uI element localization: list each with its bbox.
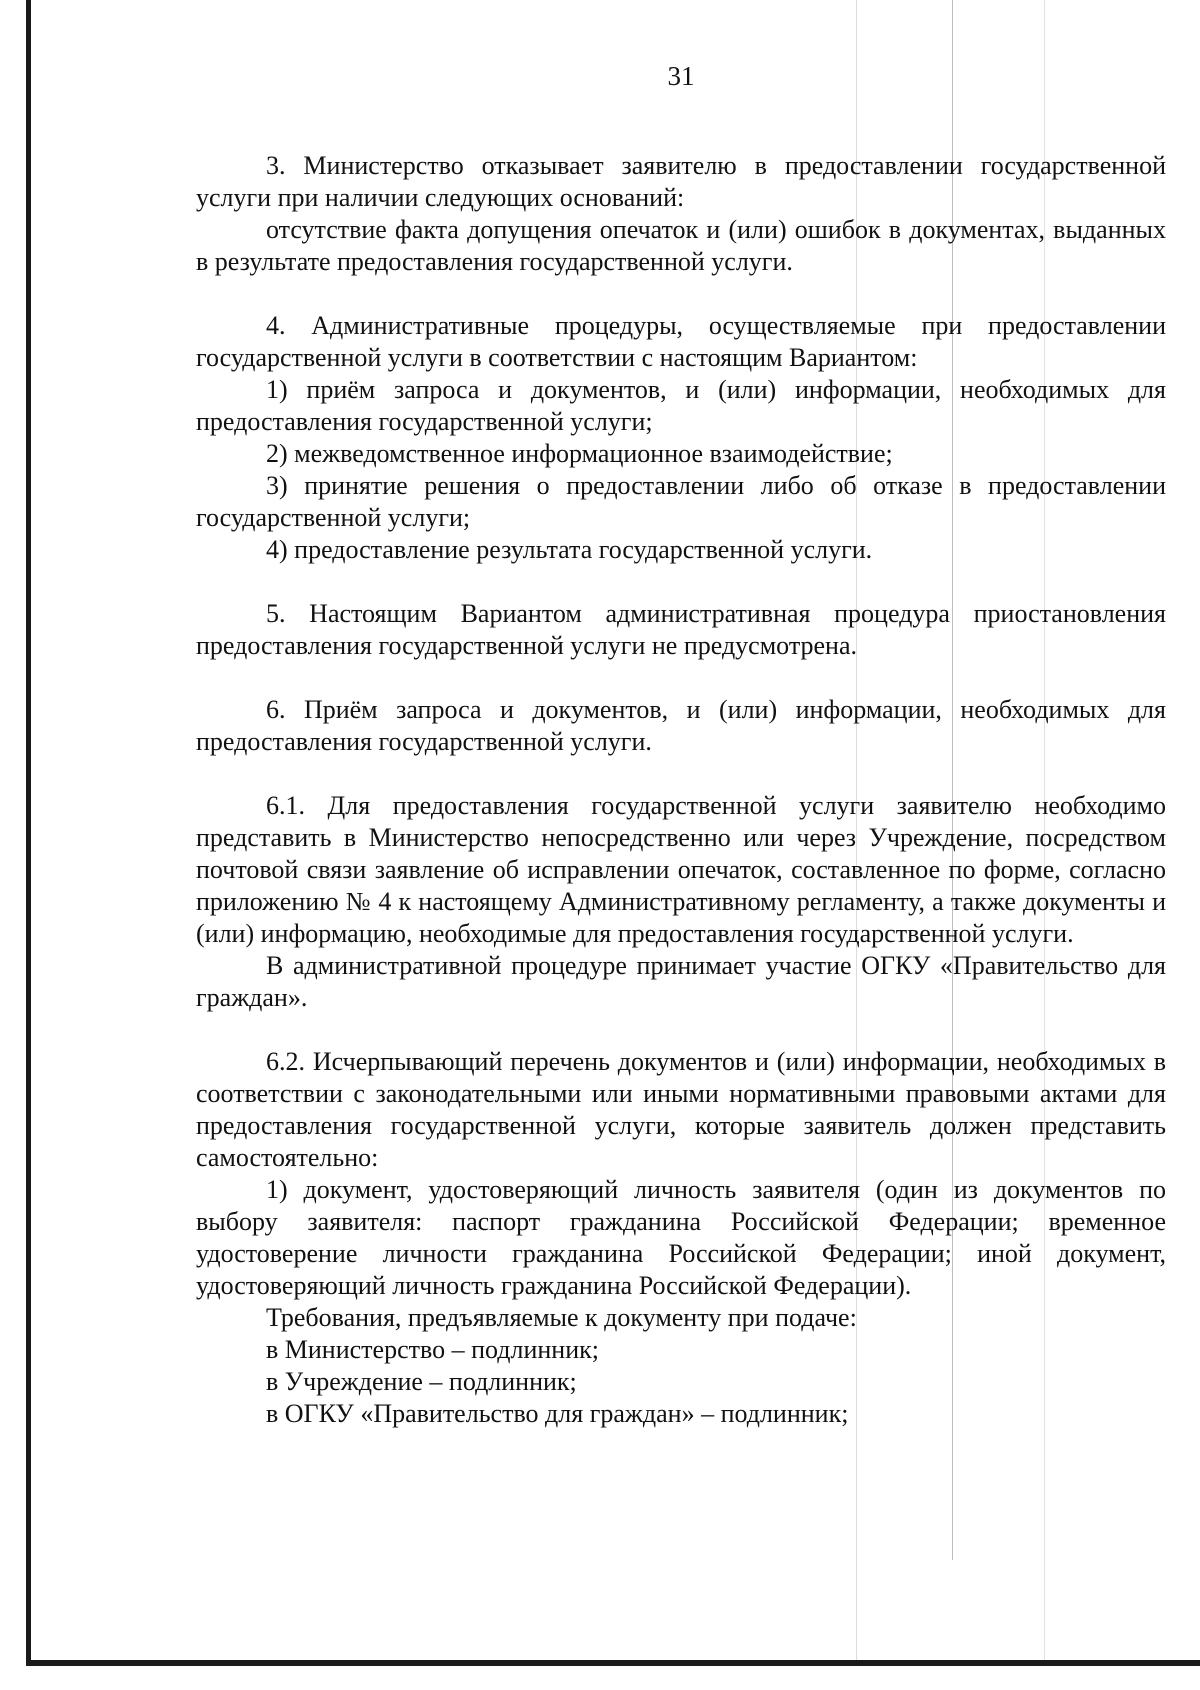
- scan-border-left: [26, 0, 31, 1666]
- list-item: 1) приём запроса и документов, и (или) информации, необходимых для предоставления государственной услуги;: [196, 375, 1166, 436]
- section-6: [196, 694, 1166, 758]
- paragraph: 6. Приём запроса и документов, и (или) информации, необходимых для предоставления государственной услуги.: [196, 695, 1166, 756]
- list-item: 4) предоставление результата государственной услуги.: [266, 535, 873, 564]
- paragraph: 4. Административные процедуры, осуществляемые при предоставлении государственной услуги в соответствии с настоящим Вариантом:: [196, 311, 1166, 372]
- list-item: 1) документ, удостоверяющий личность заявителя (один из документов по выбору заявителя: паспорт гражданина Российской Федерации; временное удостоверение личности гражданина Российской Федерации; иной документ, удостоверяющий личность гражданина Российской Федерации).: [196, 1175, 1166, 1300]
- list-item: 2) межведомственное информационное взаимодействие;: [266, 439, 893, 468]
- list-item: в Учреждение – подлинник;: [266, 1367, 577, 1396]
- list-item: в ОГКУ «Правительство для граждан» – подлинник;: [266, 1399, 849, 1428]
- document-page: [196, 60, 1166, 1430]
- scan-border-bottom: [26, 1660, 1200, 1666]
- paragraph: 6.2. Исчерпывающий перечень документов и (или) информации, необходимых в соответствии с законодательными или иными нормативными правовыми актами для предоставления государственной услуги, которые заявитель должен представить самостоятельно:: [196, 1047, 1166, 1172]
- list-item: в Министерство – подлинник;: [266, 1335, 599, 1364]
- section-6-1: [196, 790, 1166, 1014]
- section-5: [196, 598, 1166, 662]
- section-4: [196, 310, 1166, 566]
- paragraph: В административной процедуре принимает участие ОГКУ «Правительство для граждан».: [196, 951, 1166, 1012]
- paragraph: 5. Настоящим Вариантом административная процедура приостановления предоставления государственной услуги не предусмотрена.: [196, 599, 1166, 660]
- paragraph: 3. Министерство отказывает заявителю в предоставлении государственной услуги при наличии следующих оснований:: [196, 151, 1166, 212]
- paragraph: отсутствие факта допущения опечаток и (или) ошибок в документах, выданных в результате предоставления государственной услуги.: [196, 215, 1166, 276]
- section-3: [196, 150, 1166, 278]
- section-6-2: [196, 1046, 1166, 1430]
- paragraph: 6.1. Для предоставления государственной услуги заявителю необходимо представить в Министерство непосредственно или через Учреждение, посредством почтовой связи заявление об исправлении опечаток, составленное по форме, согласно приложению № 4 к настоящему Административному регламенту, а также документы и (или) информацию, необходимые для предоставления государственной услуги.: [196, 791, 1166, 948]
- paragraph: Требования, предъявляемые к документу при подаче:: [266, 1303, 857, 1332]
- page-number: 31: [667, 61, 695, 91]
- list-item: 3) принятие решения о предоставлении либо об отказе в предоставлении государственной услуги;: [196, 471, 1166, 532]
